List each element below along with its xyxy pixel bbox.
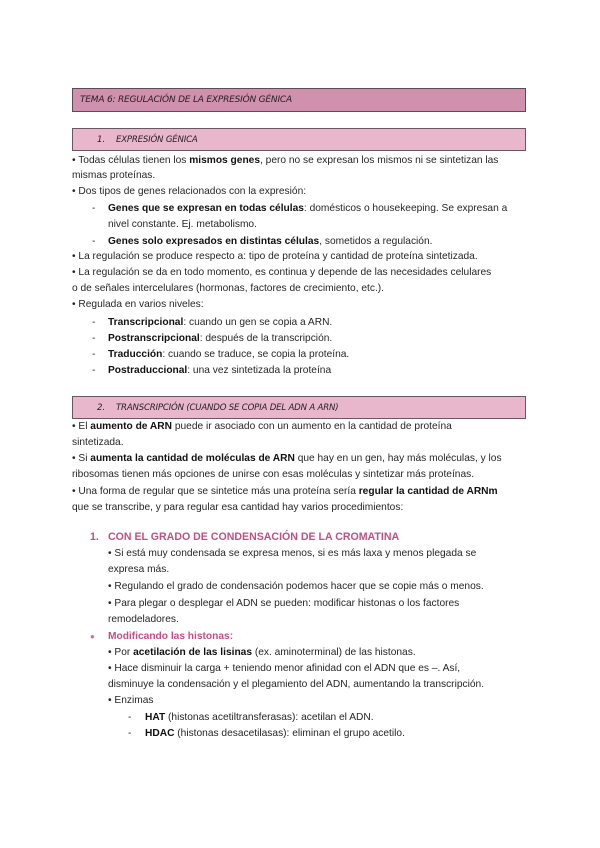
- section-2-heading: TRANSCRIPCIÓN (CUANDO SE COPIA DEL ADN A ARN): [116, 403, 339, 413]
- document-title: TEMA 6: REGULACIÓN DE LA EXPRESIÓN GÉNICA: [80, 95, 292, 105]
- section-2-number: 2.: [97, 403, 106, 413]
- dash-bullet: -: [92, 365, 96, 376]
- paragraph-line: • Para plegar o desplegar el ADN se pueden: modificar histonas o los factores: [108, 598, 460, 609]
- dash-bullet: -: [92, 236, 96, 247]
- section-2-heading-box: [72, 396, 526, 419]
- paragraph-line: que se transcribe, y para regular esa cantidad hay varios procedimientos:: [72, 502, 404, 513]
- paragraph-line: expresa más.: [108, 564, 170, 575]
- section-1-heading-box: [72, 128, 526, 151]
- paragraph-line: • La regulación se produce respecto a: tipo de proteína y cantidad de proteína sintetizada.: [72, 251, 478, 262]
- paragraph-line: mismas proteínas.: [72, 170, 156, 181]
- list-item-continuation: nivel constante. Ej. metabolismo.: [108, 219, 257, 230]
- list-item: Transcripcional: cuando un gen se copia a ARN.: [108, 317, 333, 328]
- dash-bullet: -: [128, 712, 132, 723]
- paragraph-line: • Regulada en varios niveles:: [72, 299, 204, 310]
- list-item: Postranscripcional: después de la transcripción.: [108, 333, 333, 344]
- list-item: HAT (histonas acetiltransferasas): acetilan el ADN.: [145, 712, 374, 723]
- paragraph-line: ribosomas tienen más opciones de unirse con esas moléculas y sintetizar más proteínas.: [72, 469, 475, 480]
- paragraph-line: • Regulando el grado de condensación podemos hacer que se copie más o menos.: [108, 581, 484, 592]
- list-item: Genes que se expresan en todas células: domésticos o housekeeping. Se expresan a: [108, 203, 508, 214]
- bullet-icon: ●: [90, 632, 95, 641]
- dash-bullet: -: [92, 349, 96, 360]
- paragraph-line: • Una forma de regular que se sintetice más una proteína sería regular la cantidad de ARNm: [72, 486, 498, 497]
- paragraph-line: • El aumento de ARN puede ir asociado con un aumento en la cantidad de proteína: [72, 421, 452, 432]
- list-item: HDAC (histonas desacetilasas): eliminan el grupo acetilo.: [145, 728, 405, 739]
- list-item: Postraduccional: una vez sintetizada la proteína: [108, 365, 332, 376]
- subsection-1-number: 1.: [90, 531, 99, 543]
- paragraph-line: o de señales intercelulares (hormonas, factores de crecimiento, etc.).: [72, 283, 384, 294]
- section-1-number: 1.: [97, 135, 106, 145]
- document-title-box: [72, 88, 526, 112]
- paragraph-line: sintetizada.: [72, 437, 124, 448]
- paragraph-line: • Todas células tienen los mismos genes, pero no se expresan los mismos ni se sintetizan las: [72, 155, 499, 166]
- dash-bullet: -: [92, 333, 96, 344]
- paragraph-line: • Dos tipos de genes relacionados con la expresión:: [72, 186, 307, 197]
- dash-bullet: -: [92, 317, 96, 328]
- paragraph-line: • Si está muy condensada se expresa menos, si es más laxa y menos plegada se: [108, 548, 477, 559]
- list-item: Genes solo expresados en distintas células, sometidos a regulación.: [108, 236, 433, 247]
- paragraph-line: • La regulación se da en todo momento, es continua y depende de las necesidades celulares: [72, 267, 492, 278]
- paragraph-line: • Hace disminuir la carga + teniendo menor afinidad con el ADN que es –. Así,: [108, 663, 461, 674]
- section-1-heading: EXPRESIÓN GÉNICA: [116, 135, 198, 145]
- subsection-2-title: Modificando las histonas:: [108, 631, 234, 642]
- paragraph-line: disminuye la condensación y el plegamiento del ADN, aumentando la transcripción.: [108, 679, 485, 690]
- list-item: Traducción: cuando se traduce, se copia la proteína.: [108, 349, 350, 360]
- paragraph-line: remodeladores.: [108, 614, 179, 625]
- paragraph-line: • Enzimas: [108, 695, 154, 706]
- paragraph-line: • Por acetilación de las lisinas (ex. aminoterminal) de las histonas.: [108, 647, 416, 658]
- dash-bullet: -: [92, 203, 96, 214]
- subsection-1-title: CON EL GRADO DE CONDENSACIÓN DE LA CROMATINA: [108, 531, 400, 543]
- paragraph-line: • Si aumenta la cantidad de moléculas de ARN que hay en un gen, hay más moléculas, y los: [72, 453, 502, 464]
- dash-bullet: -: [128, 728, 132, 739]
